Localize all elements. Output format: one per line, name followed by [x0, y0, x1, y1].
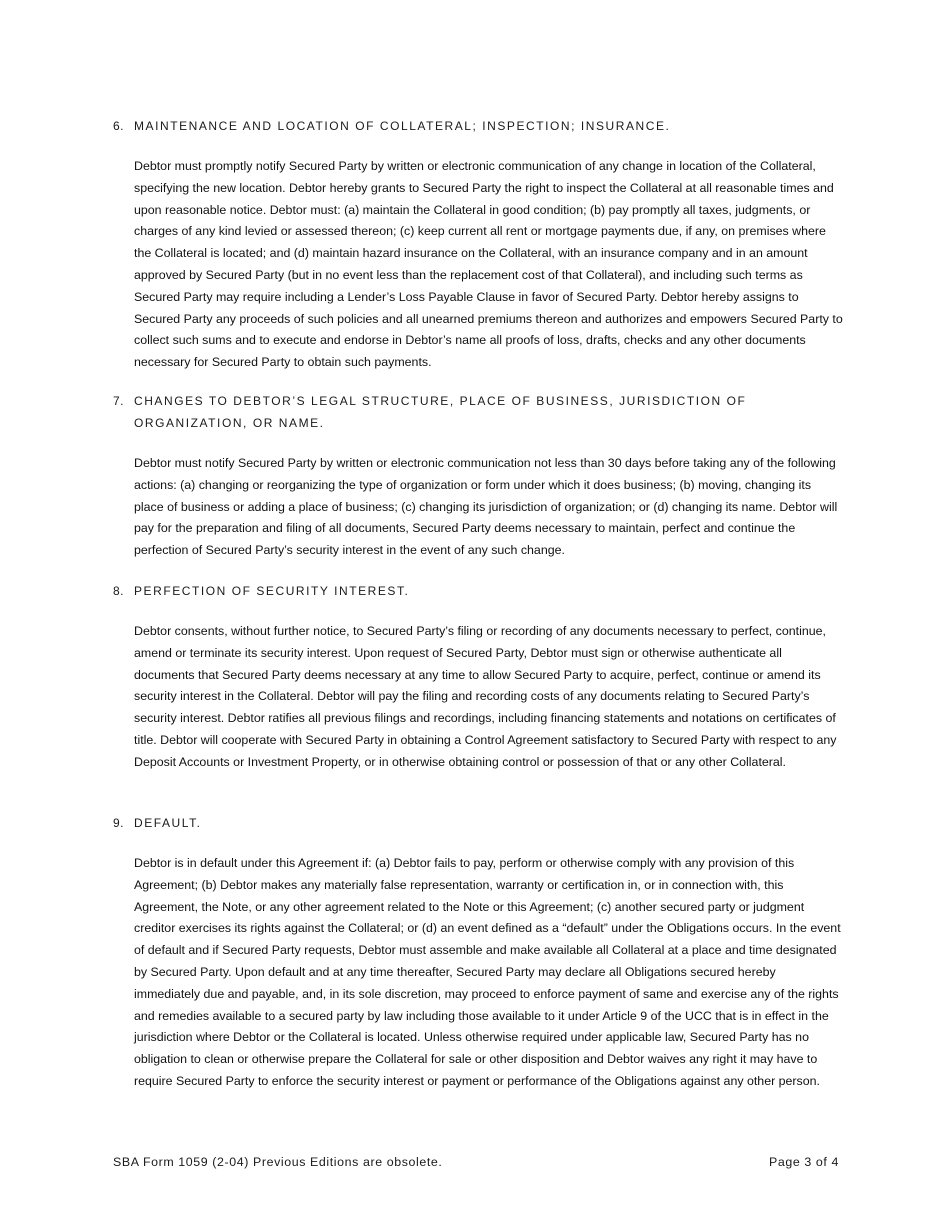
- section-title: DEFAULT.: [134, 816, 202, 830]
- section-body: Debtor is in default under this Agreement if: (a) Debtor fails to pay, perform or otherwise comply with any provision of this Agreement; (b) Debtor makes any materially false representation, warranty or certification in, or in connection with, this Agreement, the Note, or any other agreement related to the Note or this Agreement; (c) another secured party or judgment creditor exercises its rights against the Collateral; or (d) an event defined as a “default” under the Obligations occurs. In the event of default and if Secured Party requests, Debtor must assemble and make available all Collateral at a place and time designated by Secured Party. Upon default and at any time thereafter, Secured Party may declare all Obligations secured hereby immediately due and payable, and, in its sole discretion, may proceed to enforce payment of same and exercise any of the rights and remedies available to a secured party by law including those available to it under Article 9 of the UCC that is in effect in the jurisdiction where Debtor or the Collateral is located. Unless otherwise required under applicable law, Secured Party has no obligation to clean or otherwise prepare the Collateral for sale or other disposition and Debtor waives any right it may have to require Secured Party to enforce the security interest or payment or performance of the Obligations against any other person.: [134, 856, 841, 1088]
- section-body: Debtor must notify Secured Party by written or electronic communication not less than 30 days before taking any of the following actions: (a) changing or reorganizing the type of organization or form under which it does business; (b) moving, changing its place of business or adding a place of business; (c) changing its jurisdiction of organization; or (d) changing its name. Debtor will pay for the preparation and filing of all documents, Secured Party deems necessary to maintain, perfect and continue the perfection of Secured Party’s security interest in the event of any such change.: [134, 456, 838, 558]
- section-heading: [113, 580, 843, 602]
- section-changes-to-debtor: [113, 390, 843, 562]
- form-identifier: SBA Form 1059 (2-04) Previous Editions are obsolete.: [113, 1155, 443, 1169]
- section-number: 7.: [113, 394, 125, 408]
- section-heading: [113, 390, 843, 434]
- section-body: Debtor consents, without further notice, to Secured Party’s filing or recording of any documents necessary to perfect, continue, amend or terminate its security interest. Upon request of Secured Party, Debtor must sign or otherwise authenticate all documents that Secured Party deems necessary at any time to allow Secured Party to acquire, perfect, continue or amend its security interest in the Collateral. Debtor will pay the filing and recording costs of any documents relating to Secured Party’s security interest. Debtor ratifies all previous filings and recordings, including financing statements and notations on certificates of title. Debtor will cooperate with Secured Party in obtaining a Control Agreement satisfactory to Secured Party with respect to any Deposit Accounts or Investment Property, or in otherwise obtaining control or possession of that or any other Collateral.: [134, 624, 837, 769]
- section-heading: [113, 812, 843, 834]
- section-body: Debtor must promptly notify Secured Party by written or electronic communication of any change in location of the Collateral, specifying the new location. Debtor hereby grants to Secured Party the right to inspect the Collateral at all reasonable times and upon reasonable notice. Debtor must: (a) maintain the Collateral in good condition; (b) pay promptly all taxes, judgments, or charges of any kind levied or assessed thereon; (c) keep current all rent or mortgage payments due, if any, on premises where the Collateral is located; and (d) maintain hazard insurance on the Collateral, with an insurance company and in an amount approved by Secured Party (but in no event less than the replacement cost of that Collateral), and including such terms as Secured Party may require including a Lender’s Loss Payable Clause in favor of Secured Party. Debtor hereby assigns to Secured Party any proceeds of such policies and all unearned premiums thereon and authorizes and empowers Secured Party to collect such sums and to execute and endorse in Debtor’s name all proofs of loss, drafts, checks and any other documents necessary for Secured Party to obtain such payments.: [134, 159, 843, 370]
- page-footer: [113, 1155, 839, 1169]
- section-perfection: [113, 580, 843, 774]
- page-number: Page 3 of 4: [769, 1155, 839, 1169]
- section-title: PERFECTION OF SECURITY INTEREST.: [134, 584, 410, 598]
- section-default: [113, 812, 843, 1093]
- section-title: MAINTENANCE AND LOCATION OF COLLATERAL; INSPECTION; INSURANCE.: [134, 119, 671, 133]
- section-number: 9.: [113, 816, 125, 830]
- section-number: 8.: [113, 584, 125, 598]
- section-heading: [113, 115, 843, 137]
- section-title: CHANGES TO DEBTOR’S LEGAL STRUCTURE, PLACE OF BUSINESS, JURISDICTION OF ORGANIZATION, OR NAME.: [134, 394, 747, 430]
- section-number: 6.: [113, 119, 125, 133]
- section-maintenance-location: [113, 115, 843, 374]
